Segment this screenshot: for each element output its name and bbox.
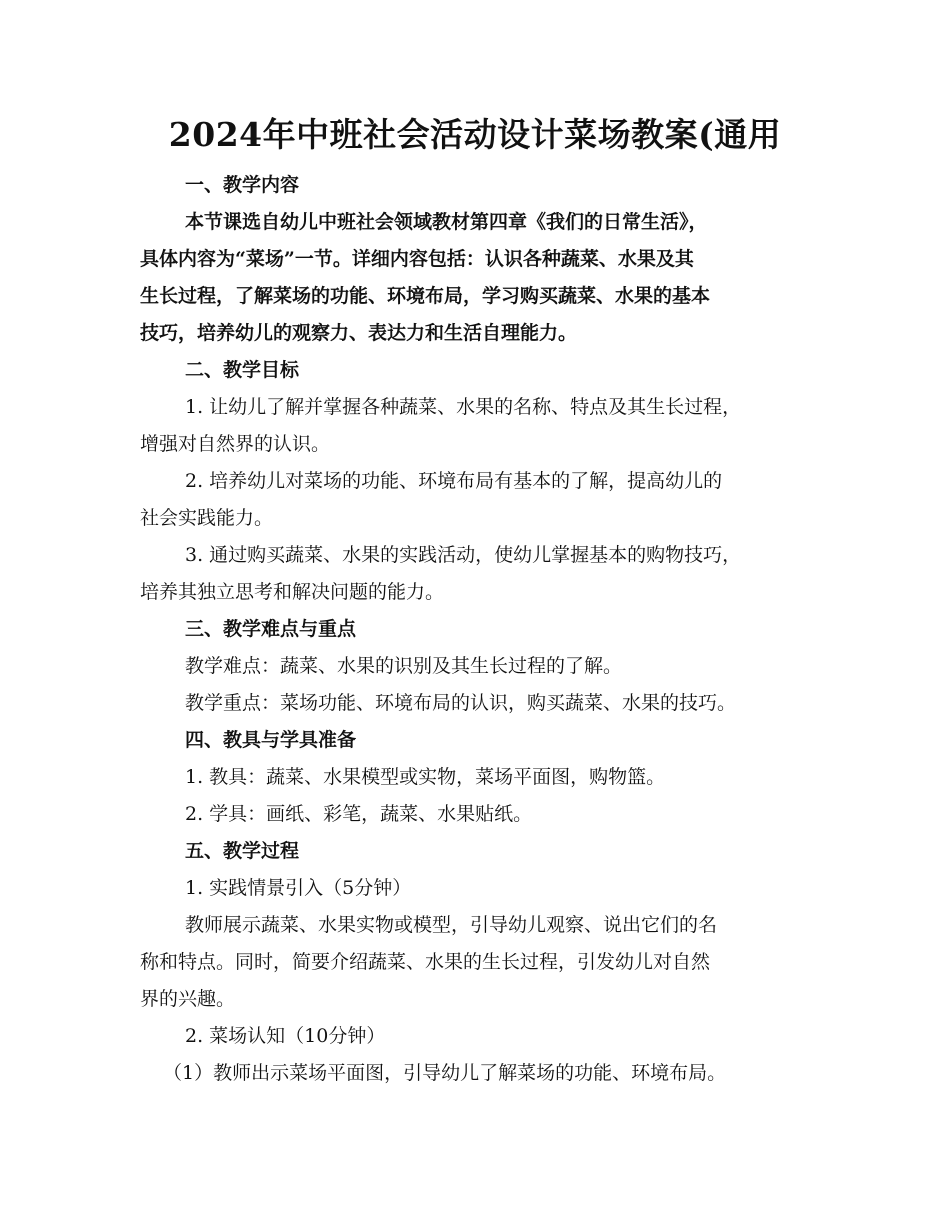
paragraph-line: 生长过程，了解菜场的功能、环境布局，学习购买蔬菜、水果的基本	[140, 285, 711, 307]
paragraph-line: 社会实践能力。	[140, 507, 274, 529]
heading-materials: 四、教具与学具准备	[185, 729, 357, 751]
paragraph-line: 1. 教具：蔬菜、水果模型或实物，菜场平面图，购物篮。	[185, 766, 666, 788]
paragraph-line: 技巧，培养幼儿的观察力、表达力和生活自理能力。	[140, 322, 578, 344]
heading-teaching-content: 一、教学内容	[185, 174, 300, 196]
paragraph-line: 具体内容为“菜场”一节。详细内容包括：认识各种蔬菜、水果及其	[140, 248, 694, 270]
paragraph-line: 界的兴趣。	[140, 988, 236, 1010]
paragraph-line: 本节课选自幼儿中班社会领域教材第四章《我们的日常生活》，	[185, 211, 708, 233]
document-title: 2024年中班社会活动设计菜场教案(通用	[168, 115, 782, 154]
paragraph-line: 2. 学具：画纸、彩笔，蔬菜、水果贴纸。	[185, 803, 533, 825]
paragraph-line: 增强对自然界的认识。	[140, 433, 331, 455]
paragraph-line: 3. 通过购买蔬菜、水果的实践活动，使幼儿掌握基本的购物技巧，	[185, 544, 742, 566]
heading-process: 五、教学过程	[185, 840, 300, 862]
paragraph-line: 培养其独立思考和解决问题的能力。	[140, 581, 445, 603]
paragraph-line: 称和特点。同时，简要介绍蔬菜、水果的生长过程，引发幼儿对自然	[140, 951, 711, 973]
heading-teaching-goals: 二、教学目标	[185, 359, 300, 381]
paragraph-line: 教学重点：菜场功能、环境布局的认识，购买蔬菜、水果的技巧。	[185, 692, 737, 714]
paragraph-line: 2. 培养幼儿对菜场的功能、环境布局有基本的了解，提高幼儿的	[185, 470, 723, 492]
heading-difficulties: 三、教学难点与重点	[185, 618, 357, 640]
paragraph-line: 2. 菜场认知（10分钟）	[185, 1025, 386, 1047]
paragraph-line: 1. 让幼儿了解并掌握各种蔬菜、水果的名称、特点及其生长过程，	[185, 396, 742, 418]
paragraph-line: 教学难点：蔬菜、水果的识别及其生长过程的了解。	[185, 655, 623, 677]
paragraph-line: 1. 实践情景引入（5分钟）	[185, 877, 412, 899]
paragraph-line: （1）教师出示菜场平面图，引导幼儿了解菜场的功能、环境布局。	[163, 1062, 727, 1084]
paragraph-line: 教师展示蔬菜、水果实物或模型，引导幼儿观察、说出它们的名	[185, 914, 718, 936]
